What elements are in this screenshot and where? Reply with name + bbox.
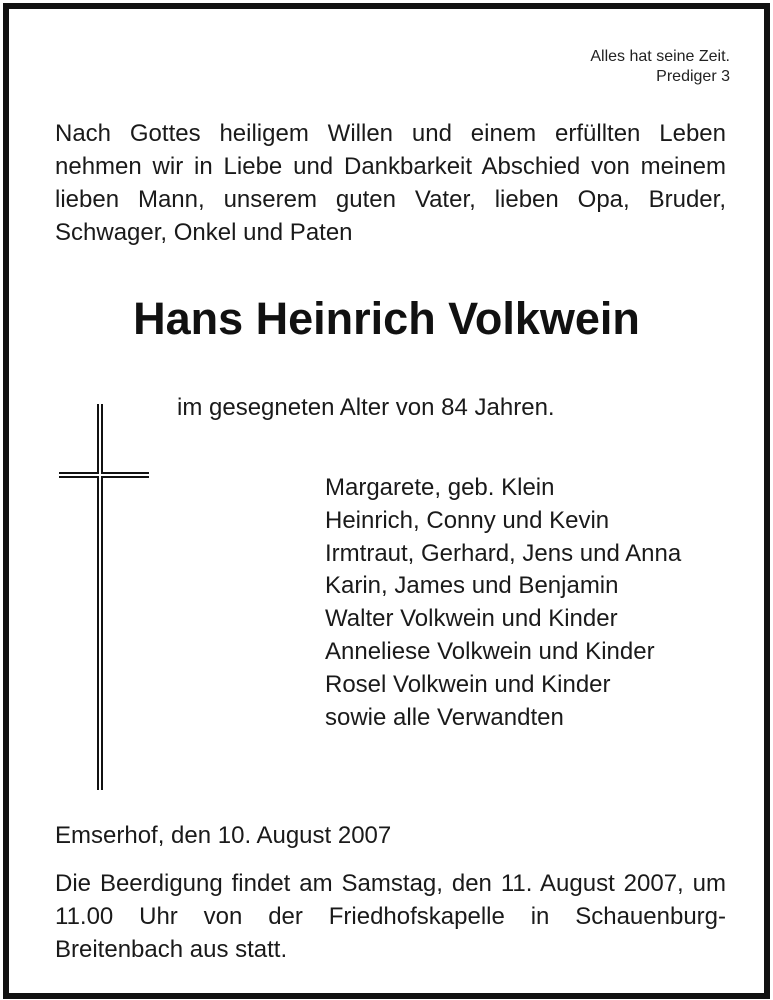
place-and-date: Emserhof, den 10. August 2007 [55,822,392,849]
funeral-notice: Die Beerdigung findet am Samstag, den 11. August 2007, um 11.00 Uhr von der Friedhofskapelle in Schauenburg-Breitenbach aus statt. [55,870,726,963]
mourner-entry: Karin, James und Benjamin [325,572,619,600]
mourner-entry: Irmtraut, Gerhard, Jens und Anna [325,539,682,567]
mourner-entry: Heinrich, Conny und Kevin [325,506,610,534]
obituary-frame [3,3,770,999]
mourners-list [325,472,681,734]
intro-paragraph: Nach Gottes heiligem Willen und einem erfüllten Leben nehmen wir in Liebe und Dankbarkeit Abschied von meinem lieben Mann, unserem guten Vater, lieben Opa, Bruder, Schwager, Onkel und Paten [55,120,726,246]
mourner-entry: Walter Volkwein und Kinder [325,605,618,633]
mourner-entry: Margarete, geb. Klein [325,474,555,501]
bible-quote-text: Alles hat seine Zeit. [590,48,730,65]
bible-quote-reference: Prediger 3 [656,68,730,85]
cross-vertical-beam [97,404,103,790]
cross-intersection [99,472,101,478]
mourner-entry: Rosel Volkwein und Kinder [325,670,611,698]
cross-horizontal-beam [59,472,149,478]
mourner-entry: Anneliese Volkwein und Kinder [325,637,655,665]
age-line: im gesegneten Alter von 84 Jahren. [177,394,555,421]
cross-icon [59,404,149,790]
bible-quote [590,47,730,87]
mourner-entry: sowie alle Verwandten [325,703,564,731]
deceased-name: Hans Heinrich Volkwein [133,293,640,344]
